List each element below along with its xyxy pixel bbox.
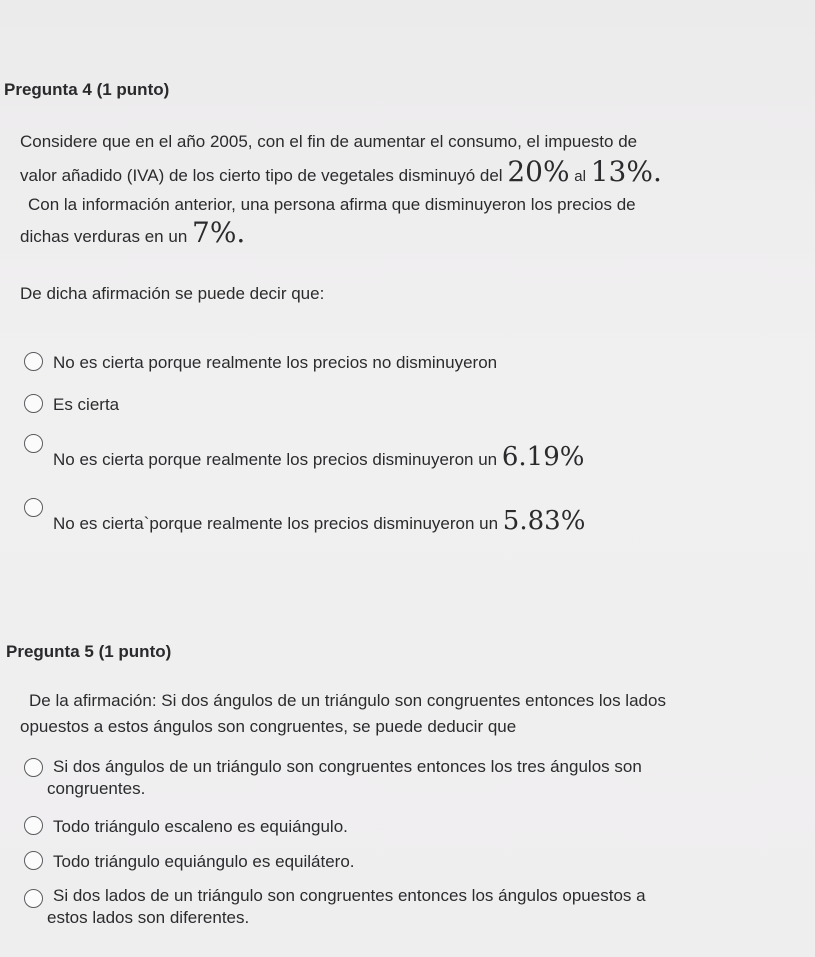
math-13-percent: 13%.	[590, 155, 662, 188]
q4-option-3[interactable]	[24, 434, 584, 471]
math-7-percent: 7%.	[192, 216, 246, 249]
radio-button[interactable]	[24, 758, 43, 777]
math-20-percent: 20%	[507, 155, 570, 188]
q4-option-1-label: No es cierta porque realmente los precios no disminuyeron	[53, 353, 498, 372]
q5-option-2-label: Todo triángulo escaleno es equiángulo.	[53, 817, 348, 836]
stem-line-2	[20, 155, 662, 191]
q4-option-1[interactable]	[24, 352, 497, 374]
q5-option-4-line-2: estos lados son diferentes.	[47, 908, 250, 927]
stem-line-1: De la afirmación: Si dos ángulos de un triángulo son congruentes entonces los lados	[29, 691, 666, 710]
q4-option-4-text: No es cierta`porque realmente los precios disminuyeron un	[53, 514, 499, 533]
q5-option-4[interactable]	[24, 885, 646, 929]
q5-option-1[interactable]	[24, 756, 642, 800]
q4-option-2[interactable]	[24, 394, 119, 416]
question-4-title: Pregunta 4 (1 punto)	[4, 80, 170, 99]
stem-line-4	[20, 216, 662, 251]
q4-option-2-label: Es cierta	[53, 395, 120, 414]
radio-button[interactable]	[24, 434, 43, 453]
q5-option-3-label: Todo triángulo equiángulo es equilátero.	[53, 852, 355, 871]
radio-button[interactable]	[24, 889, 43, 908]
q5-option-4-line-1: Si dos lados de un triángulo son congruentes entonces los ángulos opuestos a	[53, 886, 646, 905]
q5-option-2[interactable]	[24, 816, 348, 838]
radio-button[interactable]	[24, 352, 43, 371]
q4-option-3-label	[53, 442, 585, 472]
question-4-stem	[20, 128, 662, 251]
stem-line-3: Con la información anterior, una persona afirma que disminuyeron los precios de	[28, 195, 636, 214]
radio-button[interactable]	[24, 851, 43, 870]
radio-button[interactable]	[24, 394, 43, 413]
math-5-83-percent: 5.83%	[502, 506, 586, 536]
stem-line-4-text: dichas verduras en un	[20, 227, 188, 246]
q4-option-4-label	[53, 506, 586, 536]
question-5-stem	[20, 688, 666, 740]
q5-option-1-label	[47, 756, 642, 800]
stem-line-1: Considere que en el año 2005, con el fin de aumentar el consumo, el impuesto de	[20, 132, 638, 151]
radio-button[interactable]	[24, 816, 43, 835]
q4-option-3-text: No es cierta porque realmente los precios disminuyeron un	[53, 450, 498, 469]
stem-al: al	[574, 168, 586, 185]
q5-option-4-label	[47, 885, 646, 929]
question-5-title: Pregunta 5 (1 punto)	[6, 642, 172, 661]
q5-option-3[interactable]	[24, 851, 355, 873]
q5-option-1-line-1: Si dos ángulos de un triángulo son congruentes entonces los tres ángulos son	[53, 757, 642, 776]
math-6-19-percent: 6.19%	[501, 442, 585, 472]
question-4-prompt: De dicha afirmación se puede decir que:	[20, 284, 325, 303]
radio-button[interactable]	[24, 498, 43, 517]
stem-line-2: opuestos a estos ángulos son congruentes, se puede deducir que	[20, 717, 517, 736]
stem-line-2-text: valor añadido (IVA) de los cierto tipo de vegetales disminuyó del	[20, 166, 503, 185]
q4-option-4[interactable]	[24, 498, 585, 535]
q5-option-1-line-2: congruentes.	[47, 779, 146, 798]
